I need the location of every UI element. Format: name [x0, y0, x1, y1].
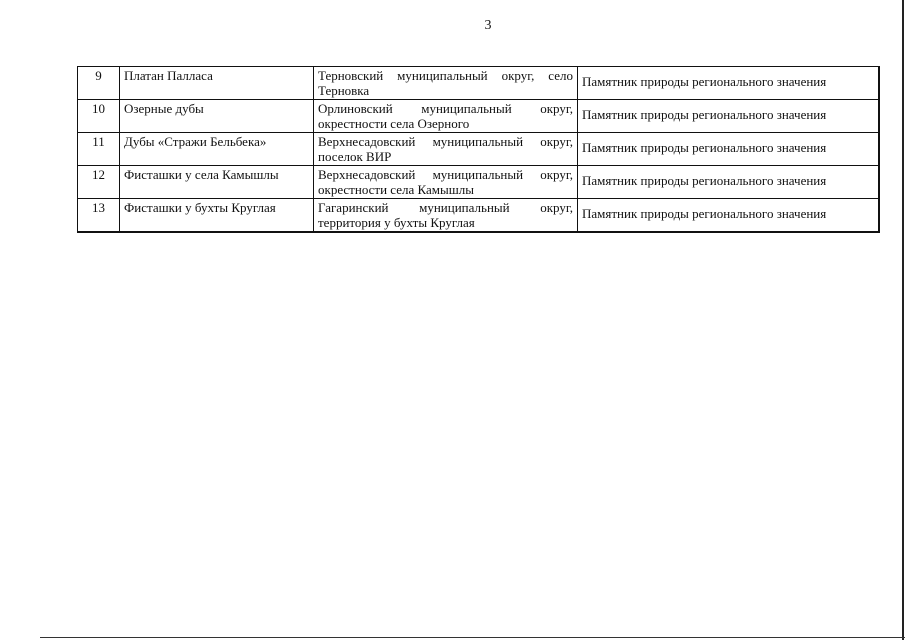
- monument-location: Верхнесадовский муниципальный округ, поселок ВИР: [314, 133, 578, 166]
- monument-status: Памятник природы регионального значения: [578, 133, 879, 166]
- monument-location: Гагаринский муниципальный округ, территория у бухты Круглая: [314, 199, 578, 233]
- monument-status: Памятник природы регионального значения: [578, 67, 879, 100]
- row-number: 12: [78, 166, 120, 199]
- scan-edge-bottom: [40, 637, 905, 638]
- page-number: 3: [484, 18, 492, 33]
- row-number: 9: [78, 67, 120, 100]
- table-row: [78, 67, 879, 100]
- monument-location: Верхнесадовский муниципальный округ, окрестности села Камышлы: [314, 166, 578, 199]
- monument-location: Терновский муниципальный округ, село Терновка: [314, 67, 578, 100]
- natural-monuments-table: [77, 66, 880, 233]
- monument-name: Фисташки у села Камышлы: [120, 166, 314, 199]
- table-row: [78, 166, 879, 199]
- monument-location: Орлиновский муниципальный округ, окрестности села Озерного: [314, 100, 578, 133]
- monument-name: Платан Палласа: [120, 67, 314, 100]
- row-number: 13: [78, 199, 120, 233]
- monument-name: Дубы «Стражи Бельбека»: [120, 133, 314, 166]
- monument-name: Озерные дубы: [120, 100, 314, 133]
- monument-name: Фисташки у бухты Круглая: [120, 199, 314, 233]
- table-row: [78, 199, 879, 233]
- monument-status: Памятник природы регионального значения: [578, 199, 879, 233]
- monument-status: Памятник природы регионального значения: [578, 166, 879, 199]
- scan-edge-right: [902, 0, 904, 640]
- table-row: [78, 100, 879, 133]
- row-number: 10: [78, 100, 120, 133]
- row-number: 11: [78, 133, 120, 166]
- table-row: [78, 133, 879, 166]
- monument-status: Памятник природы регионального значения: [578, 100, 879, 133]
